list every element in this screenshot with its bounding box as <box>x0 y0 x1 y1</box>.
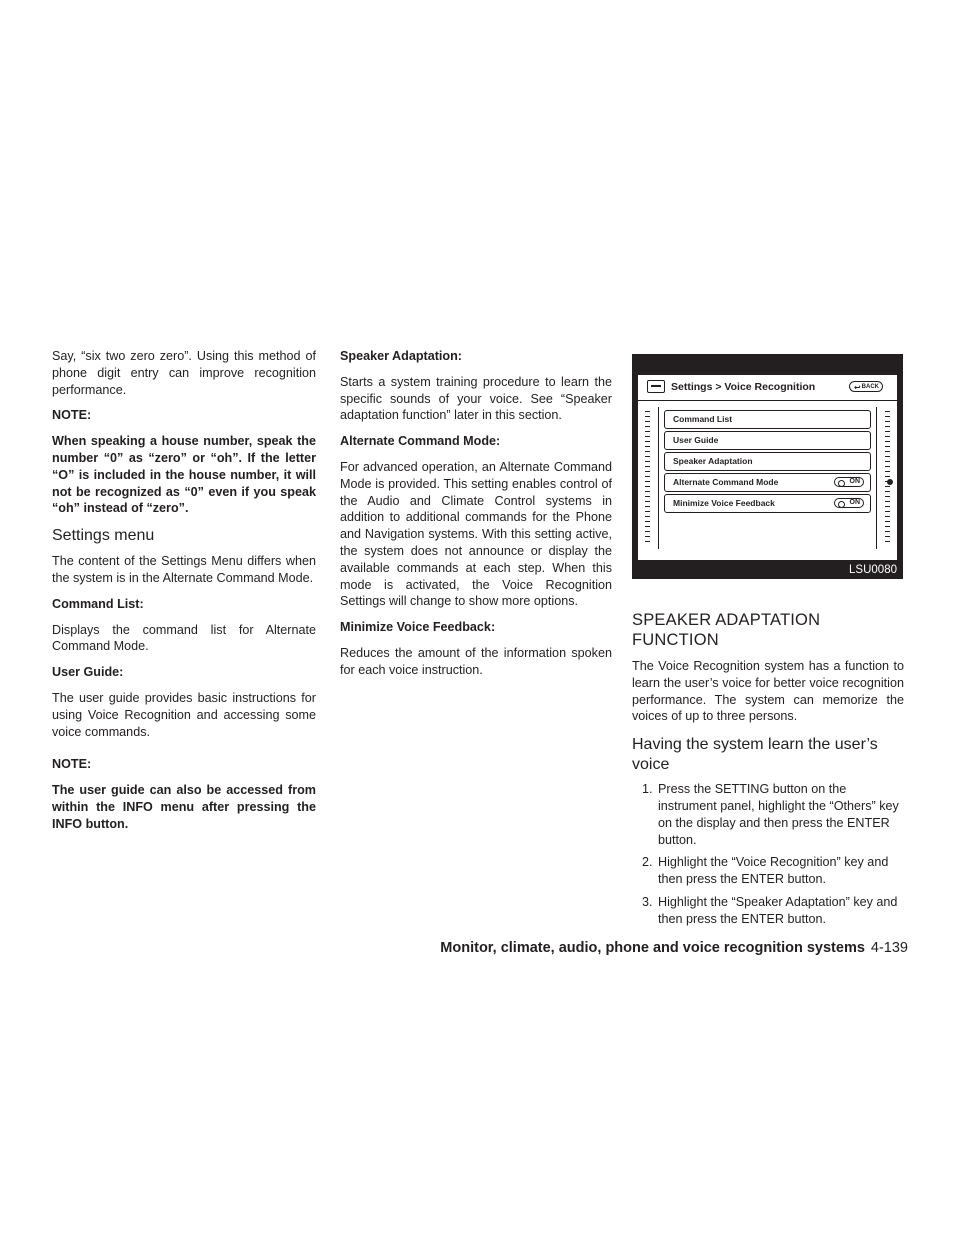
note-house-number: When speaking a house number, speak the number “0” as “zero” or “oh”. If the letter “O” is included in the house number, it will not be recognized as “0” even if you speak “oh” instead of “zero”. <box>52 434 316 516</box>
page-number: 4-139 <box>870 940 908 956</box>
list-item <box>664 494 871 513</box>
label-minimize-voice-feedback: Minimize Voice Feedback: <box>340 620 496 635</box>
step-item <box>632 854 904 888</box>
back-arrow-icon: ↩ <box>854 383 861 392</box>
list-item <box>664 410 871 429</box>
step-number: 2. <box>642 855 653 870</box>
step-text: Press the SETTING button on the instrument panel, highlight the “Others” key on the display and then press the ENTER button. <box>658 782 899 847</box>
step-number: 1. <box>642 782 653 797</box>
heading-speaker-adaptation-function: SPEAKER ADAPTATION FUNCTION <box>632 611 821 649</box>
text-minimize-voice-feedback: Reduces the amount of the information spoken for each voice instruction. <box>340 645 612 677</box>
list-item-label: Speaker Adaptation <box>673 456 753 466</box>
list-item-label: User Guide <box>673 435 719 445</box>
list-item-label: Alternate Command Mode <box>673 477 779 487</box>
column-1 <box>52 348 316 842</box>
step-text: Highlight the “Voice Recognition” key and then press the ENTER button. <box>658 855 889 887</box>
paragraph-speaker-adaptation: The Voice Recognition system has a function to learn the user’s voice for better voice recognition performance. The system can memorize the voices of up to three persons. <box>632 659 904 724</box>
right-tick-marks <box>885 411 890 545</box>
steps-list <box>632 781 904 927</box>
label-speaker-adaptation: Speaker Adaptation: <box>340 349 462 363</box>
scroll-position-indicator <box>887 479 893 485</box>
left-scale <box>638 407 659 549</box>
screen-illustration <box>632 354 903 579</box>
label-command-list: Command List: <box>52 596 144 611</box>
text-alternate-command-mode: For advanced operation, an Alternate Command Mode is provided. This setting enables control of the Audio and Climate Control systems in addition to additional commands for the Phone and Navigation systems. With this setting active, the system does not announce or display the available commands at each step. When this mode is activated, the Voice Recognition Settings will change to show more options. <box>340 459 612 609</box>
header-divider <box>638 400 897 401</box>
settings-list <box>664 410 871 515</box>
back-label: BACK <box>861 384 879 390</box>
label-user-guide: User Guide: <box>52 665 124 680</box>
step-number: 3. <box>642 894 653 909</box>
text-command-list: Displays the command list for Alternate Command Mode. <box>52 622 316 654</box>
screen-title: Settings > Voice Recognition <box>671 381 816 393</box>
list-item <box>664 452 871 471</box>
display-screen <box>638 375 897 560</box>
note-label: NOTE: <box>52 408 92 423</box>
text-speaker-adaptation: Starts a system training procedure to learn the specific sounds of your voice. See “Speaker adaptation function” later in this section. <box>340 374 612 423</box>
toggle-indicator: ON <box>834 498 864 508</box>
list-item <box>664 431 871 450</box>
figure-id: LSU0080 <box>849 564 897 576</box>
note-label-2: NOTE: <box>52 757 92 772</box>
toggle-indicator: ON <box>834 477 864 487</box>
note-user-guide: The user guide can also be accessed from within the INFO menu after pressing the INFO button. <box>52 783 316 831</box>
step-text: Highlight the “Speaker Adaptation” key and then press the ENTER button. <box>658 894 898 926</box>
paragraph-phone-digit: Say, “six two zero zero”. Using this method of phone digit entry can improve recognition performance. <box>52 349 316 397</box>
column-3 <box>632 610 904 934</box>
footer-section-title: Monitor, climate, audio, phone and voice recognition systems <box>440 940 865 956</box>
right-scale <box>876 407 897 549</box>
back-button <box>849 381 883 392</box>
settings-menu-icon <box>647 380 665 393</box>
step-item <box>632 894 904 928</box>
list-item <box>664 473 871 492</box>
subheading-learn-voice: Having the system learn the user’s voice <box>632 736 878 774</box>
list-item-label: Command List <box>673 414 733 424</box>
heading-settings-menu: Settings menu <box>52 527 155 545</box>
left-tick-marks <box>645 411 650 545</box>
list-item-label: Minimize Voice Feedback <box>673 498 775 508</box>
column-2 <box>340 348 612 688</box>
screen-header <box>638 375 897 399</box>
paragraph-settings-menu: The content of the Settings Menu differs when the system is in the Alternate Command Mode. <box>52 554 316 585</box>
page-footer <box>400 940 908 956</box>
label-alternate-command-mode: Alternate Command Mode: <box>340 434 501 449</box>
step-item <box>632 781 904 848</box>
text-user-guide: The user guide provides basic instructions for using Voice Recognition and accessing some voice commands. <box>52 690 316 739</box>
